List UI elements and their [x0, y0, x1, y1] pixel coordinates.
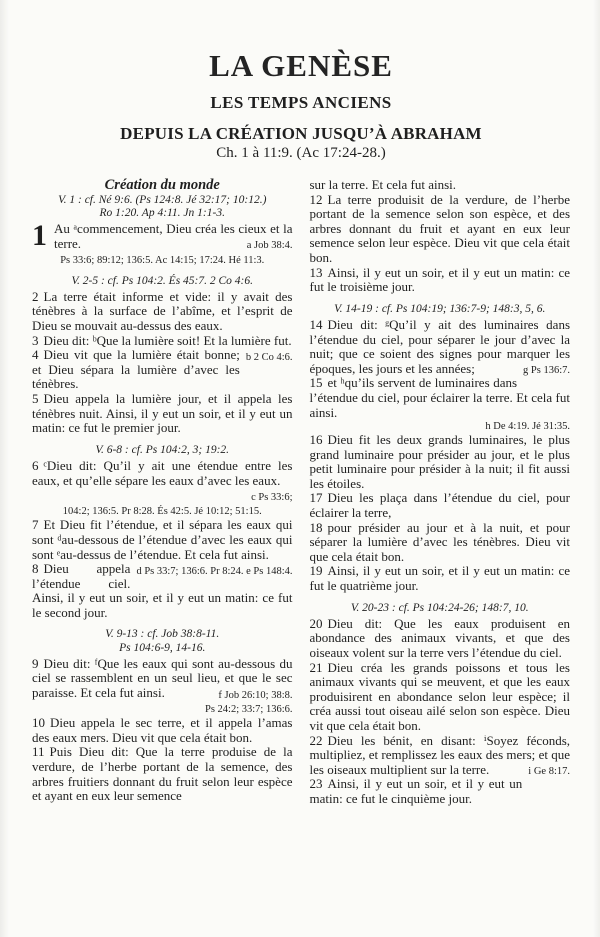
- chapter-range: Ch. 1 à 11:9. (Ac 17:24-28.): [216, 145, 386, 161]
- section-title: LES TEMPS ANCIENS: [210, 93, 392, 112]
- crossref-line: V. 14-19 : cf. Ps 104:19; 136:7-9; 148:3, 5, 6.: [334, 302, 546, 315]
- text-columns: [32, 178, 570, 807]
- inline-reference: f Job 26:10; 38:8.: [218, 689, 293, 701]
- inline-reference: b 2 Co 4:6.: [245, 351, 293, 363]
- verse-text: Ainsi, il y eut un soir, et il y eut un matin: ce fut le troisième jour.: [309, 264, 570, 295]
- verse-number: 12: [309, 191, 323, 207]
- verse-text: Et Dieu fit l’étendue, et il sépara les eaux qui sont ᵈau-dessous de l’étendue d’avec les eaux qui sont ᵉau-dessus de l’étendue. Et cela fut ainsi.: [32, 517, 293, 562]
- crossref-block-v14-19: [310, 303, 571, 316]
- verse-text: Ainsi, il y eut un soir, et il y eut un matin: ce fut le quatrième jour.: [309, 563, 570, 594]
- verse-1: [32, 219, 293, 252]
- crossref-line: V. 1 : cf. Né 9:6. (Ps 124:8. Jé 32:17; 10:12.): [58, 193, 267, 206]
- inline-reference: g Ps 136:7.: [523, 365, 570, 377]
- crossref-line: V. 2-5 : cf. Ps 104:2. És 45:7. 2 Co 4:6.: [71, 274, 254, 287]
- verse-6: [32, 458, 293, 503]
- inline-reference: c Ps 33:6;: [251, 491, 293, 503]
- verse-3: [32, 332, 293, 363]
- verse-text: Dieu appela l’étendue ciel. Ainsi, il y eut un soir, et il y eut un matin: ce fut le second jour.: [32, 561, 293, 620]
- verse-text: La terre produisit de la verdure, de l’herbe portant de la semence selon son espèce, et des arbres donnant du fruit et ayant en eux leur semence selon leur espèce. Dieu vit que cela était bon.: [309, 191, 570, 265]
- verse-22: [310, 734, 571, 778]
- verse-number: 18: [309, 519, 323, 535]
- verse-5: [32, 392, 293, 436]
- verse-text: Dieu dit: Que les eaux produisent en abondance des animaux vivants, et que des oiseaux volent sur la terre vers l’étendue du ciel.: [309, 615, 570, 661]
- reference-line: Ps 33:6; 89:12; 136:5. Ac 14:15; 17:24. Hé 11:3.: [60, 254, 265, 266]
- verse-text: Au ᵃcommencement, Dieu créa les cieux et la terre.: [54, 221, 293, 251]
- verse-text: Dieu vit que la lumière était bonne; et Dieu sépara la lumière d’avec les ténèbres.: [32, 347, 240, 392]
- verse-number: 17: [309, 490, 323, 506]
- verse-20: [310, 617, 571, 661]
- crossref-block-v2-5: [32, 275, 293, 288]
- verse-number: 19: [309, 563, 323, 579]
- verse-number: 7: [32, 517, 39, 533]
- verse-text: Dieu dit: ᵍQu’il y ait des luminaires dans l’étendue du ciel, pour séparer le jour d’avec la nuit; que ce soient des signes pour marquer les époques, les jours et les années;: [309, 316, 570, 376]
- verse-text: Dieu dit: ᶠQue les eaux qui sont au-dessous du ciel se rassemblent en un seul lieu, et que le sec paraisse. Et cela fut ainsi.: [32, 655, 293, 701]
- verse-text: Ainsi, il y eut un soir, et il y eut un matin: ce fut le cinquième jour.: [309, 776, 523, 806]
- page-header: [32, 48, 570, 162]
- verse-number: 9: [32, 655, 39, 671]
- verse-number: 20: [309, 615, 323, 631]
- verse-11-continuation: [310, 178, 571, 193]
- verse-number: 23: [309, 776, 323, 792]
- verse-number: 10: [32, 715, 45, 731]
- crossref-block-v20-23: [310, 602, 571, 615]
- verse-text: Dieu les bénit, en disant: ⁱSoyez féconds, multipliez, et remplissez les eaux des mers; et que les oiseaux multiplient sur la terre.: [309, 732, 570, 777]
- verse-21: [310, 661, 571, 734]
- verse-text: ᶜDieu dit: Qu’il y ait une étendue entre les eaux, et qu’elle sépare les eaux d’avec les eaux.: [32, 458, 293, 488]
- verse-number: 21: [309, 659, 323, 675]
- verse-9: [32, 657, 293, 701]
- verse-2: [32, 290, 293, 334]
- verse-text: Dieu appela le sec terre, et il appela l’amas des eaux mers. Dieu vit que cela était bon.: [32, 715, 293, 745]
- verse-text: Dieu créa les grands poissons et tous les animaux vivants qui se meuvent, et que les eaux produisirent en abondance selon leur espèce; il créa aussi tout oiseau ailé selon son espèce. Dieu vit que cela était bon.: [309, 659, 570, 733]
- crossref-block-v9-13: [32, 628, 293, 654]
- verse-23: [310, 777, 571, 806]
- verse-number: 8: [32, 561, 39, 577]
- verse-number: 11: [32, 744, 45, 760]
- crossref-line: V. 9-13 : cf. Job 38:8-11.: [105, 628, 220, 641]
- crossref-block-v1: [32, 194, 293, 220]
- crossref-block-v6-8: [32, 444, 293, 457]
- verse-7: [32, 517, 293, 577]
- verse-13: [310, 266, 571, 295]
- verse-text: Dieu les plaça dans l’étendue du ciel, pour éclairer la terre,: [309, 490, 570, 521]
- verse-18: [310, 521, 571, 565]
- crossref-line: Ps 104:6-9, 14-16.: [119, 641, 206, 654]
- verse-19: [310, 564, 571, 593]
- verse-text: Dieu fit les deux grands luminaires, le plus grand luminaire pour présider au jour, et le plus petit luminaire pour présider à la nuit; il fit aussi les étoiles.: [309, 432, 570, 491]
- crossref-line: Ro 1:20. Ap 4:11. Jn 1:1-3.: [99, 206, 225, 219]
- verse-number: 5: [32, 391, 39, 407]
- reference-line: h De 4:19. Jé 31:35.: [485, 421, 570, 433]
- verse-11: [32, 745, 293, 803]
- book-title: LA GENÈSE: [209, 48, 393, 83]
- section-heading: Création du monde: [104, 177, 220, 193]
- reference-line: 104:2; 136:5. Pr 8:28. És 42:5. Jé 10:12; 51:15.: [62, 506, 262, 518]
- verse-14: [310, 318, 571, 376]
- reference-line: Ps 24:2; 33:7; 136:6.: [204, 704, 293, 716]
- verse-number: 15: [309, 375, 323, 391]
- verse-number: 16: [309, 432, 323, 448]
- inline-reference: a Job 38:4.: [246, 240, 293, 252]
- verse-17: [310, 491, 571, 520]
- verse-number: 22: [309, 732, 323, 748]
- inline-reference: d Ps 33:7; 136:6. Pr 8:24. e Ps 148:4.: [136, 565, 293, 577]
- verse-text: et ʰqu’ils servent de luminaires dans l’étendue du ciel, pour éclairer la terre. Et cela fut ainsi.: [309, 375, 570, 420]
- verse-text: Dieu dit: ᵇQue la lumière soit! Et la lumière fut.: [43, 332, 292, 348]
- subsection-title: DEPUIS LA CRÉATION JUSQU’À ABRAHAM: [120, 124, 482, 143]
- verse-12: [310, 193, 571, 266]
- right-column: [310, 178, 571, 807]
- crossref-line: V. 6-8 : cf. Ps 104:2, 3; 19:2.: [95, 443, 230, 456]
- verse-number: 2: [32, 288, 39, 304]
- verse-number: 4: [32, 347, 39, 363]
- verse-number: 6: [32, 458, 39, 474]
- verse-text: Puis Dieu dit: Que la terre produise de la verdure, de l’herbe portant de la semence, des arbres fruitiers donnant du fruit selon leur espèce et ayant en eux leur semence: [32, 744, 293, 804]
- chapter-number: 1: [32, 219, 47, 252]
- verse-15: [310, 376, 571, 420]
- left-column: [32, 178, 293, 807]
- verse-number: 13: [309, 264, 323, 280]
- verse-16: [310, 433, 571, 491]
- verse-text: sur la terre. Et cela fut ainsi.: [309, 177, 457, 192]
- verse-number: 14: [309, 316, 323, 332]
- inline-reference: i Ge 8:17.: [528, 766, 570, 778]
- crossref-line: V. 20-23 : cf. Ps 104:24-26; 148:7, 10.: [350, 601, 529, 614]
- verse-text: La terre était informe et vide: il y avait des ténèbres à la surface de l’abîme, et l’esprit de Dieu se mouvait au-dessus des eaux.: [32, 288, 293, 334]
- verse-text: Dieu appela la lumière jour, et il appela les ténèbres nuit. Ainsi, il y eut un soir, et il y eut un matin: ce fut le premier jour.: [32, 391, 293, 436]
- verse-text: pour présider au jour et à la nuit, et pour séparer la lumière d’avec les ténèbres. Dieu vit que cela était bon.: [309, 519, 570, 564]
- verse-10: [32, 716, 293, 745]
- verse-number: 3: [32, 332, 39, 348]
